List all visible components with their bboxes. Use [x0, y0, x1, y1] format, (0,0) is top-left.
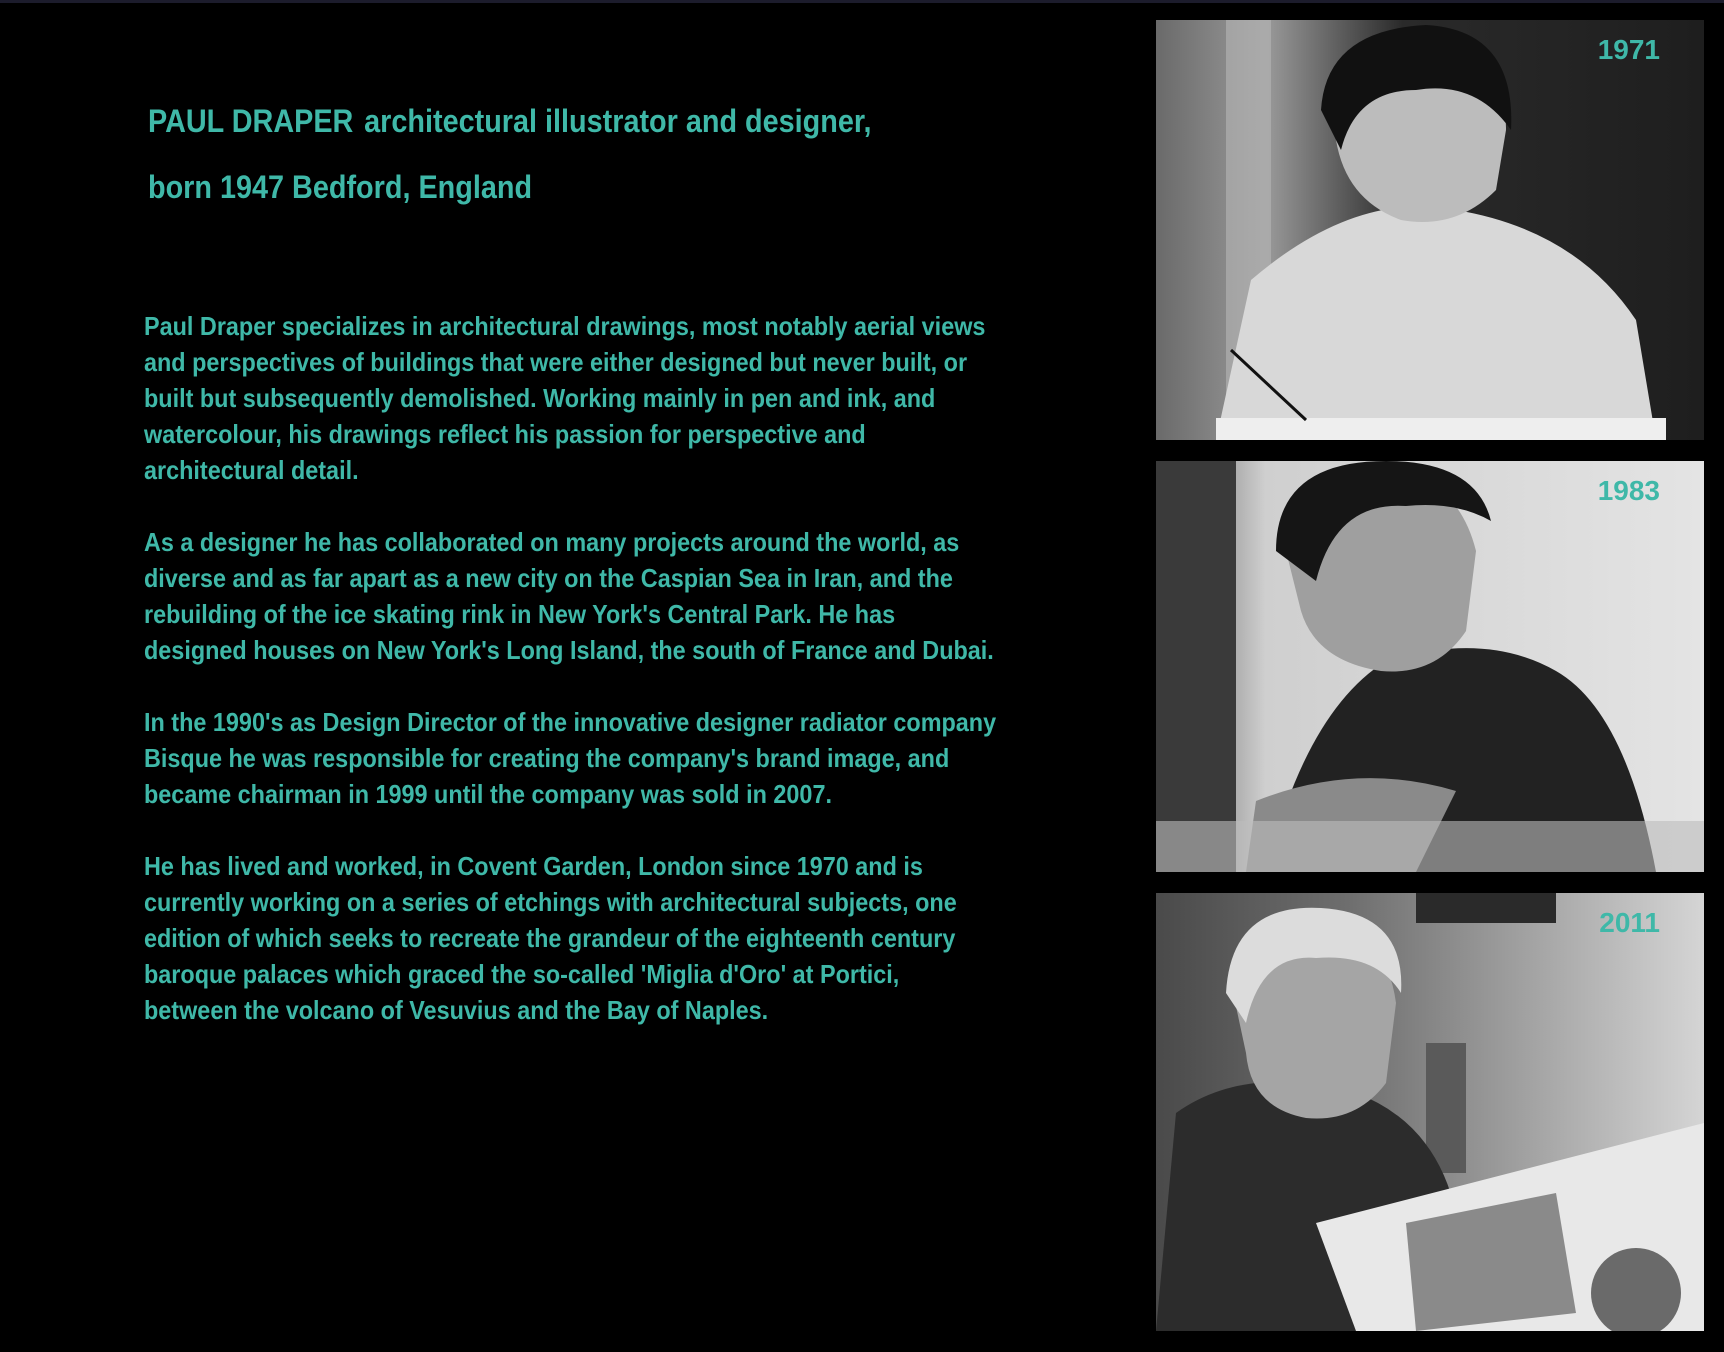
portrait-image: [1156, 893, 1704, 1331]
biography: [144, 308, 999, 1064]
bio-paragraph: Paul Draper specializes in architectural drawings, most notably aerial views and perspectives of buildings that were either designed but never built, or built but subsequently demolished. Working mainly in pen and ink, and watercolour, his drawings reflect his passion for perspective and architectural detail.: [144, 311, 986, 485]
heading-born: born 1947 Bedford, England: [148, 169, 533, 205]
photo-year-label: 2011: [1599, 907, 1660, 938]
top-border: [0, 0, 1724, 3]
artist-role: architectural illustrator and designer,: [364, 103, 872, 139]
heading-line-1: [148, 88, 958, 154]
portrait-image: [1156, 20, 1704, 440]
photo-year-label: 1971: [1597, 34, 1660, 65]
artist-name: PAUL DRAPER: [148, 103, 354, 139]
photo-year-label: 1983: [1597, 475, 1660, 506]
portrait-photo-1983: [1156, 461, 1704, 872]
portrait-photo-1971: [1156, 20, 1704, 440]
bio-paragraph: In the 1990's as Design Director of the innovative designer radiator company Bisque he was responsible for creating the company's brand image, and became chairman in 1999 until the company was sold in 2007.: [144, 707, 997, 809]
portrait-photo-2011: [1156, 893, 1704, 1331]
portrait-image: [1156, 461, 1704, 872]
page-heading: [148, 88, 958, 220]
bio-paragraph: As a designer he has collaborated on many projects around the world, as diverse and as far apart as a new city on the Caspian Sea in Iran, and the rebuilding of the ice skating rink in New York's Central Park. He has designed houses on New York's Long Island, the south of France and Dubai.: [144, 527, 994, 665]
bio-paragraph: He has lived and worked, in Covent Garden, London since 1970 and is currently working on a series of etchings with architectural subjects, one edition of which seeks to recreate the grandeur of the eighteenth century baroque palaces which graced the so-called 'Miglia d'Oro' at Portici, between the volcano of Vesuvius and the Bay of Naples.: [144, 851, 957, 1025]
